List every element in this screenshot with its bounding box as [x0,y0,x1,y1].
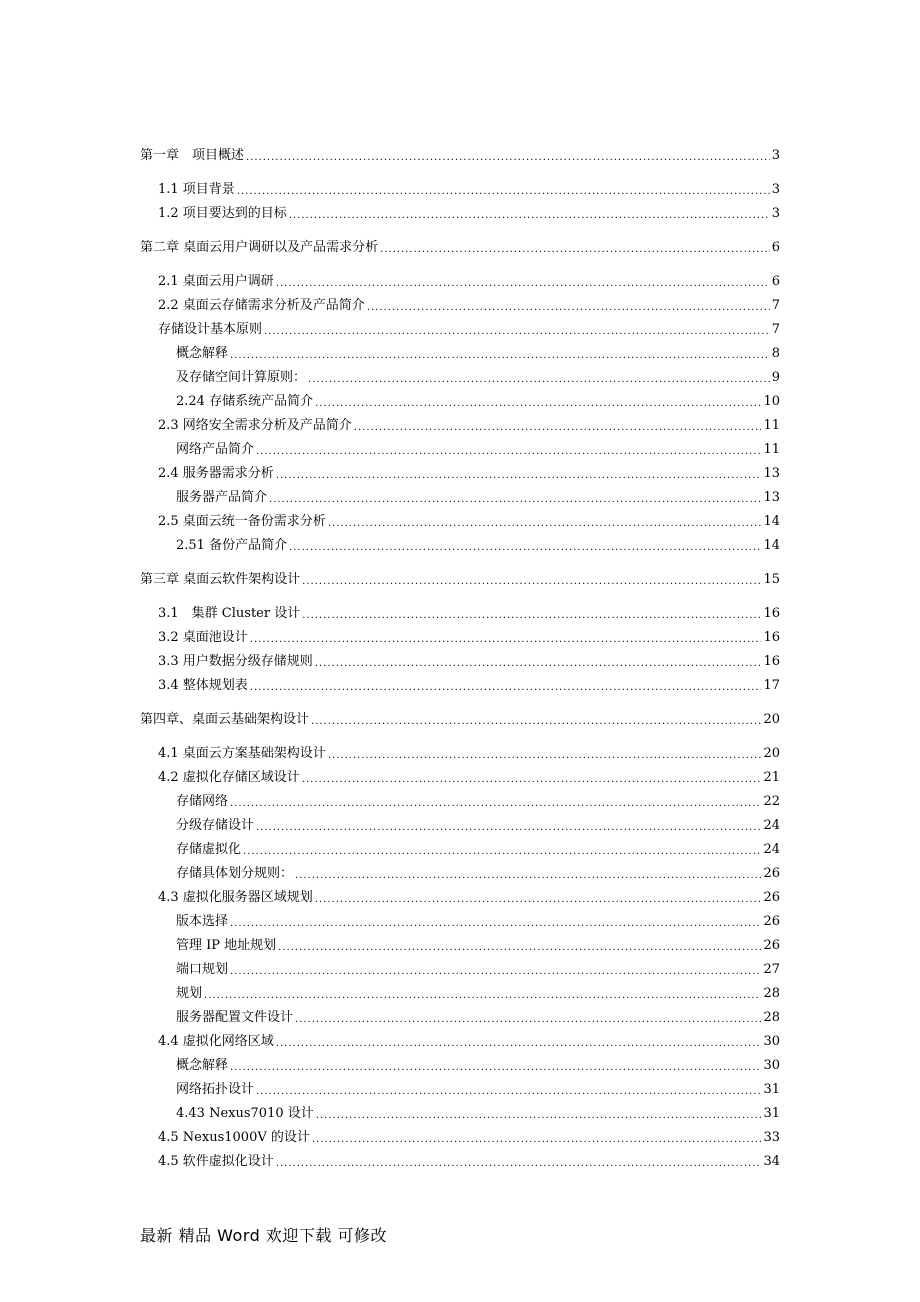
toc-leader-dots [302,576,761,588]
toc-leader-dots [256,446,761,458]
toc-page-number: 30 [763,1058,780,1073]
toc-section-entry[interactable] [158,630,780,646]
toc-entry-title: 服务器配置文件设计 [176,1010,294,1025]
toc-entry-title: 第三章 桌面云软件架构设计 [140,572,301,587]
toc-chapter-entry[interactable] [140,148,780,164]
toc-section-entry[interactable] [176,1082,780,1098]
toc-section-entry[interactable] [158,298,780,314]
toc-section-entry[interactable] [176,866,780,882]
toc-section-entry[interactable] [158,606,780,622]
toc-page-number: 16 [763,606,780,621]
toc-page-number: 13 [763,466,780,481]
toc-leader-dots [316,1110,762,1122]
toc-entry-title: 4.4 虚拟化网络区域 [158,1034,274,1049]
toc-section-entry[interactable] [176,346,780,362]
toc-entry-title: 4.3 虚拟化服务器区域规划 [158,890,313,905]
toc-page-number: 6 [771,274,780,289]
toc-entry-title: 2.5 桌面云统一备份需求分析 [158,514,326,529]
toc-leader-dots [328,518,762,530]
toc-entry-title: 存储具体划分规则： [176,866,294,881]
toc-page-number: 3 [771,182,780,197]
toc-leader-dots [250,682,762,694]
toc-entry-title: 2.51 备份产品简介 [176,538,288,553]
toc-section-entry[interactable] [176,818,780,834]
toc-entry-title: 4.1 桌面云方案基础架构设计 [158,746,326,761]
toc-entry-title: 概念解释 [176,346,229,361]
toc-entry-title: 4.5 软件虚拟化设计 [158,1154,274,1169]
toc-leader-dots [256,1086,761,1098]
toc-entry-title: 4.5 Nexus1000V 的设计 [158,1130,310,1145]
toc-section-entry[interactable] [158,274,780,290]
toc-entry-title: 1.1 项目背景 [158,182,235,197]
toc-chapter-entry[interactable] [140,572,780,588]
toc-section-entry[interactable] [176,1058,780,1074]
toc-entry-title: 2.1 桌面云用户调研 [158,274,274,289]
toc-page-number: 27 [763,962,780,977]
toc-page-number: 14 [763,538,780,553]
toc-entry-title: 第四章、桌面云基础架构设计 [140,712,310,727]
toc-entry-title: 服务器产品简介 [176,490,268,505]
toc-section-entry[interactable] [176,794,780,810]
toc-page-number: 11 [763,418,780,433]
toc-leader-dots [276,1158,762,1170]
toc-leader-dots [230,350,770,362]
toc-leader-dots [295,870,761,882]
toc-leader-dots [308,374,770,386]
toc-section-entry[interactable] [158,514,780,530]
toc-leader-dots [315,894,762,906]
toc-section-entry[interactable] [158,746,780,762]
toc-section-entry[interactable] [176,1010,780,1026]
toc-page-number: 7 [771,298,780,313]
toc-page-number: 22 [763,794,780,809]
toc-page-number: 24 [763,818,780,833]
toc-leader-dots [256,822,761,834]
toc-entry-title: 存储设计基本原则 [158,322,263,337]
toc-leader-dots [278,942,761,954]
toc-entry-title: 2.4 服务器需求分析 [158,466,274,481]
toc-page-number: 8 [771,346,780,361]
toc-section-entry[interactable] [158,770,780,786]
toc-leader-dots [295,1014,761,1026]
toc-leader-dots [311,716,761,728]
toc-leader-dots [289,210,770,222]
toc-leader-dots [354,422,762,434]
toc-section-entry[interactable] [158,1130,780,1146]
toc-leader-dots [276,470,762,482]
toc-entry-title: 2.3 网络安全需求分析及产品简介 [158,418,352,433]
toc-section-entry[interactable] [176,938,780,954]
toc-section-entry[interactable] [158,654,780,670]
toc-entry-title: 4.2 虚拟化存储区域设计 [158,770,300,785]
toc-leader-dots [264,326,770,338]
toc-page-number: 24 [763,842,780,857]
toc-entry-title: 存储网络 [176,794,229,809]
toc-page-number: 15 [763,572,780,587]
page-footer: 最新 精品 Word 欢迎下载 可修改 [140,1226,387,1245]
toc-page-number: 20 [763,712,780,727]
toc-page-number: 9 [771,370,780,385]
toc-leader-dots [380,244,770,256]
toc-page-number: 17 [763,678,780,693]
toc-page-number: 26 [763,914,780,929]
toc-leader-dots [315,398,761,410]
toc-leader-dots [276,1038,762,1050]
toc-leader-dots [243,846,761,858]
toc-page-number: 28 [763,986,780,1001]
toc-section-entry[interactable] [176,538,780,554]
toc-leader-dots [204,990,761,1002]
toc-entry-title: 3.3 用户数据分级存储规则 [158,654,313,669]
toc-section-entry[interactable] [158,890,780,906]
toc-leader-dots [289,542,761,554]
toc-entry-title: 3.4 整体规划表 [158,678,248,693]
toc-page-number: 26 [763,890,780,905]
toc-entry-title: 及存储空间计算原则： [176,370,307,385]
toc-entry-title: 2.2 桌面云存储需求分析及产品简介 [158,298,365,313]
toc-section-entry[interactable] [158,206,780,222]
toc-chapter-entry[interactable] [140,240,780,256]
toc-leader-dots [230,1062,761,1074]
toc-page-number: 11 [763,442,780,457]
toc-page-number: 21 [763,770,780,785]
toc-entry-title: 端口规划 [176,962,229,977]
toc-section-entry[interactable] [158,678,780,694]
toc-leader-dots [230,798,761,810]
toc-section-entry[interactable] [176,442,780,458]
toc-section-entry[interactable] [176,490,780,506]
toc-page-number: 28 [763,1010,780,1025]
toc-leader-dots [250,634,762,646]
toc-entry-title: 第一章 项目概述 [140,148,245,163]
toc-leader-dots [230,918,761,930]
toc-section-entry[interactable] [158,322,780,338]
toc-page-number: 16 [763,630,780,645]
toc-page-number: 31 [763,1106,780,1121]
toc-page-number: 7 [771,322,780,337]
toc-section-entry[interactable] [176,842,780,858]
toc-entry-title: 第二章 桌面云用户调研以及产品需求分析 [140,240,379,255]
toc-page-number: 31 [763,1082,780,1097]
toc-entry-title: 分级存储设计 [176,818,255,833]
toc-page-number: 3 [771,206,780,221]
toc-entry-title: 3.1 集群 Cluster 设计 [158,606,301,621]
toc-entry-title: 网络产品简介 [176,442,255,457]
toc-leader-dots [276,278,770,290]
toc-entry-title: 2.24 存储系统产品简介 [176,394,314,409]
toc-entry-title: 1.2 项目要达到的目标 [158,206,287,221]
toc-entry-title: 规划 [176,986,203,1001]
toc-section-entry[interactable] [158,1154,780,1170]
toc-entry-title: 3.2 桌面池设计 [158,630,248,645]
toc-entry-title: 网络拓扑设计 [176,1082,255,1097]
toc-leader-dots [312,1134,762,1146]
toc-entry-title: 管理 IP 地址规划 [176,938,277,953]
toc-chapter-entry[interactable] [140,712,780,728]
toc-section-entry[interactable] [176,370,780,386]
toc-leader-dots [230,966,761,978]
toc-page-number: 34 [763,1154,780,1169]
toc-section-entry[interactable] [158,182,780,198]
toc-section-entry[interactable] [158,466,780,482]
toc-leader-dots [367,302,770,314]
toc-entry-title: 概念解释 [176,1058,229,1073]
toc-section-entry[interactable] [176,394,780,410]
toc-page-number: 6 [771,240,780,255]
toc-leader-dots [246,152,770,164]
toc-section-entry[interactable] [158,418,780,434]
toc-page-number: 30 [763,1034,780,1049]
toc-section-entry[interactable] [176,986,780,1002]
toc-page-number: 14 [763,514,780,529]
toc-page-number: 26 [763,866,780,881]
toc-section-entry[interactable] [176,914,780,930]
toc-page-number: 13 [763,490,780,505]
toc-page-number: 26 [763,938,780,953]
toc-section-entry[interactable] [176,1106,780,1122]
toc-page-number: 20 [763,746,780,761]
toc-entry-title: 版本选择 [176,914,229,929]
toc-leader-dots [302,610,761,622]
toc-leader-dots [315,658,762,670]
toc-section-entry[interactable] [176,962,780,978]
toc-leader-dots [302,774,762,786]
toc-page-number: 10 [763,394,780,409]
toc-entry-title: 4.43 Nexus7010 设计 [176,1106,314,1121]
toc-leader-dots [328,750,762,762]
toc-page-number: 33 [763,1130,780,1145]
toc-page-number: 16 [763,654,780,669]
toc-leader-dots [237,186,770,198]
toc-section-entry[interactable] [158,1034,780,1050]
toc-page-number: 3 [771,148,780,163]
toc-entry-title: 存储虚拟化 [176,842,242,857]
toc-leader-dots [269,494,761,506]
